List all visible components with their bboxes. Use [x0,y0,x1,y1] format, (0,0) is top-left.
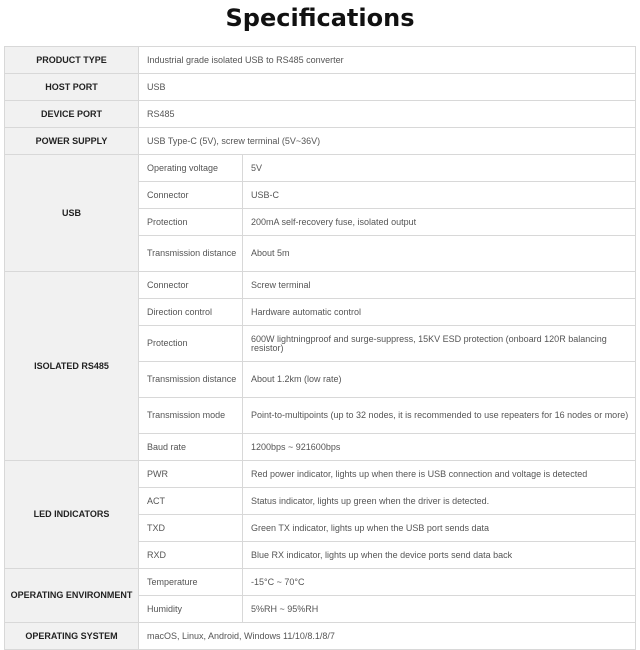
specifications-table [4,46,636,650]
row-label: POWER SUPPLY [5,128,139,155]
row-label: OPERATING SYSTEM [5,623,139,650]
sub-label: Connector [139,272,243,299]
sub-value: 5V [243,155,636,182]
sub-label: Operating voltage [139,155,243,182]
row-label: DEVICE PORT [5,101,139,128]
sub-value: USB-C [243,182,636,209]
row-value: USB Type-C (5V), screw terminal (5V~36V) [139,128,636,155]
sub-value: About 1.2km (low rate) [243,362,636,398]
sub-label: RXD [139,542,243,569]
table-row [5,272,636,299]
sub-value: Red power indicator, lights up when there is USB connection and voltage is detected [243,461,636,488]
sub-label: Protection [139,209,243,236]
sub-label: Baud rate [139,434,243,461]
sub-label: Protection [139,326,243,362]
section-label-led: LED INDICATORS [5,461,139,569]
sub-label: Transmission mode [139,398,243,434]
sub-label: Transmission distance [139,236,243,272]
sub-value: 600W lightningproof and surge-suppress, 15KV ESD protection (onboard 120R balancing resistor) [243,326,636,362]
section-label-environment: OPERATING ENVIRONMENT [5,569,139,623]
sub-label: Temperature [139,569,243,596]
sub-value: About 5m [243,236,636,272]
table-row-device-port [5,101,636,128]
sub-value: Status indicator, lights up green when the driver is detected. [243,488,636,515]
sub-label: PWR [139,461,243,488]
sub-label: Direction control [139,299,243,326]
sub-label: Transmission distance [139,362,243,398]
sub-value: Green TX indicator, lights up when the USB port sends data [243,515,636,542]
sub-value: Point-to-multipoints (up to 32 nodes, it is recommended to use repeaters for 16 nodes or more) [243,398,636,434]
sub-label: ACT [139,488,243,515]
sub-label: Humidity [139,596,243,623]
sub-value: Hardware automatic control [243,299,636,326]
row-value: macOS, Linux, Android, Windows 11/10/8.1/8/7 [139,623,636,650]
row-value: Industrial grade isolated USB to RS485 converter [139,47,636,74]
table-row-operating-system [5,623,636,650]
section-label-rs485: ISOLATED RS485 [5,272,139,461]
sub-value: 5%RH ~ 95%RH [243,596,636,623]
table-row [5,461,636,488]
page-title: Specifications [225,4,415,32]
table-row-product-type [5,47,636,74]
row-value: RS485 [139,101,636,128]
sub-value: 200mA self-recovery fuse, isolated output [243,209,636,236]
table-row [5,155,636,182]
sub-value: Screw terminal [243,272,636,299]
sub-value: Blue RX indicator, lights up when the device ports send data back [243,542,636,569]
sub-value: -15°C ~ 70°C [243,569,636,596]
sub-value: 1200bps ~ 921600bps [243,434,636,461]
row-label: PRODUCT TYPE [5,47,139,74]
sub-label: Connector [139,182,243,209]
table-row-power-supply [5,128,636,155]
row-label: HOST PORT [5,74,139,101]
sub-label: TXD [139,515,243,542]
row-value: USB [139,74,636,101]
section-label-usb: USB [5,155,139,272]
table-row-host-port [5,74,636,101]
table-row [5,569,636,596]
